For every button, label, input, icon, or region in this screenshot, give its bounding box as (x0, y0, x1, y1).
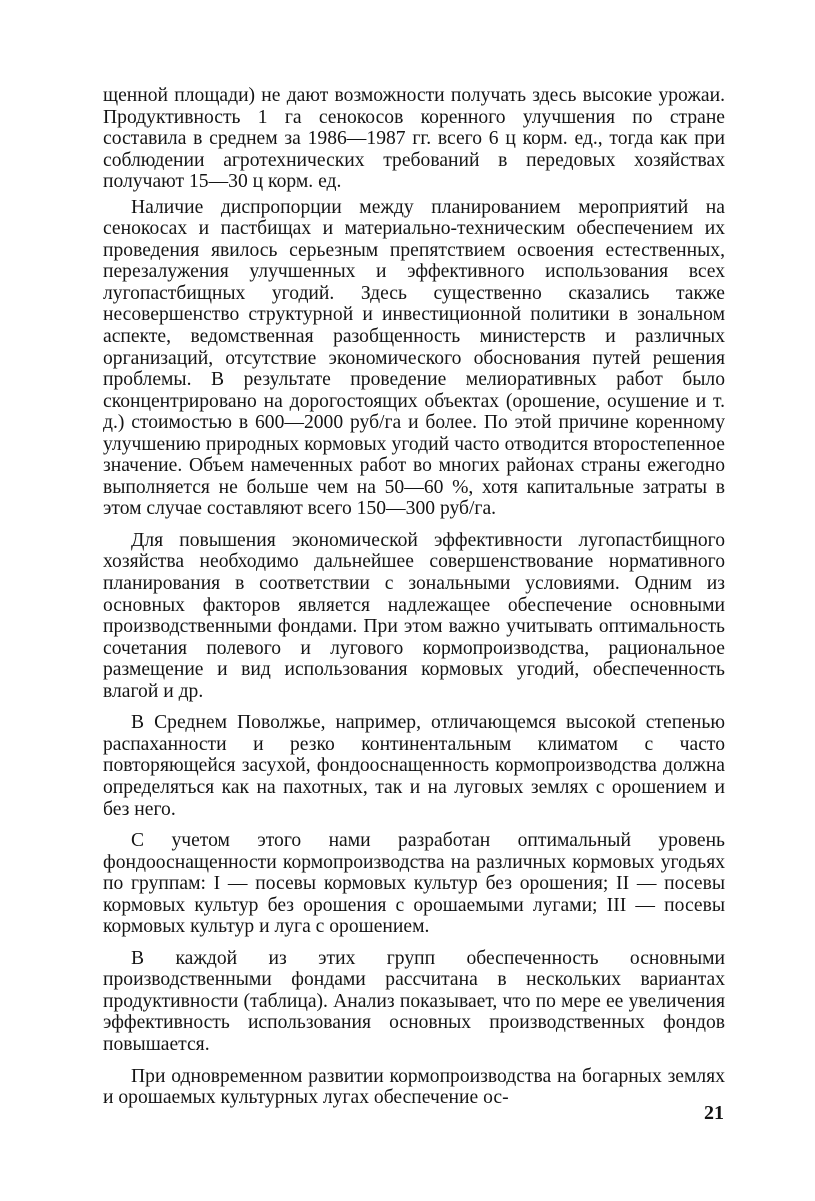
paragraph-5: С учетом этого нами разработан оптимальный уровень фондооснащенности кормопроизводства на различных кормовых угодьях по группам: I — посевы кормовых культур без орошения; II — посевы кормовых культур без орошения с орошаемыми лугами; III — посевы кормовых культур и луга с орошением. (103, 830, 725, 938)
paragraph-2: Наличие диспропорции между планированием мероприятий на сенокосах и пастбищах и материально-техническим обеспечением их проведения явилось серьезным препятствием освоения естественных, перезалужения улучшенных и эффективного использования всех лугопастбищных угодий. Здесь существенно сказались также несовершенство структурной и инвестиционной политики в зональном аспекте, ведомственная разобщенность министерств и различных организаций, отсутствие экономического обоснования путей решения проблемы. В результате проведение мелиоративных работ было сконцентрировано на дорогостоящих объектах (орошение, осушение и т. д.) стоимостью в 600—2000 руб/га и более. По этой причине коренному улучшению природных кормовых угодий часто отводится второстепенное значение. Объем намеченных работ во многих районах страны ежегодно выполняется не больше чем на 50—60 %, хотя капитальные затраты в этом случае составляют всего 150—300 руб/га. (103, 196, 725, 520)
paragraph-7: При одновременном развитии кормопроизводства на богарных землях и орошаемых культурных лугах обеспечение ос- (103, 1065, 725, 1109)
paragraph-6: В каждой из этих групп обеспеченность основными производственными фондами рассчитана в нескольких вариантах продуктивности (таблица). Анализ показывает, что по мере ее увеличения эффективность использования основных производственных фондов повышается. (103, 947, 725, 1055)
document-page (103, 85, 725, 1119)
page-number: 21 (704, 1102, 724, 1124)
paragraph-4: В Среднем Поволжье, например, отличающемся высокой степенью распаханности и резко континентальным климатом с часто повторяющейся засухой, фондооснащенность кормопроизводства должна определяться как на пахотных, так и на луговых землях с орошением и без него. (103, 712, 725, 820)
paragraph-3: Для повышения экономической эффективности лугопастбищного хозяйства необходимо дальнейшее совершенствование нормативного планирования в соответствии с зональными условиями. Одним из основных факторов является надлежащее обеспечение основными производственными фондами. При этом важно учитывать оптимальность сочетания полевого и лугового кормопроизводства, рациональное размещение и вид использования кормовых угодий, обеспеченность влагой и др. (103, 529, 725, 702)
paragraph-1: щенной площади) не дают возможности получать здесь высокие урожаи. Продуктивность 1 га сенокосов коренного улучшения по стране составила в среднем за 1986—1987 гг. всего 6 ц корм. ед., тогда как при соблюдении агротехнических требований в передовых хозяйствах получают 15—30 ц корм. ед. (103, 85, 725, 193)
